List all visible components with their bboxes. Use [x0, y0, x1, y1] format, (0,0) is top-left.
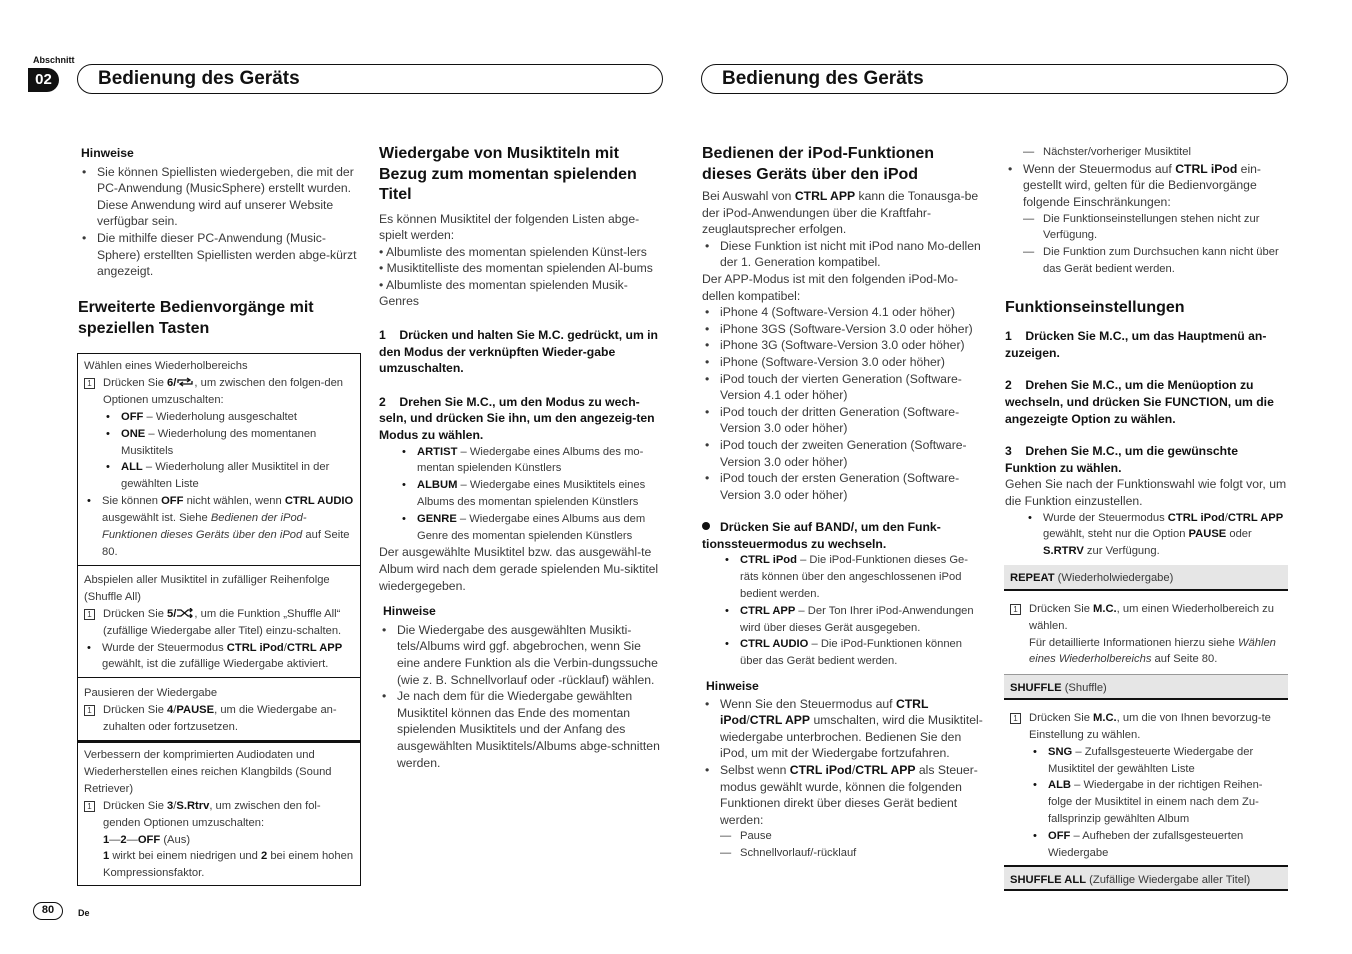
step-1: 1 Drücken Sie M.C., um das Hauptmenü an-zuzeigen. [1005, 329, 1267, 360]
section-heading-function-settings: Funktionseinstellungen [1005, 298, 1185, 316]
function-body-shuffle: 1 Drücken Sie M.C., um die von Ihnen bevorzug-te Einstellung zu wählen. • SNG – Zufallsgesteuerte Wiedergabe der Musiktitel der gewählten Liste • ALB – Wiedergabe in der richtigen Reihen-folge der Musiktitel in einem nach dem Zu-fallsprinzip gewählten Album • OFF – Aufheben der zufallsgesteuerten Wiedergabe [1004, 700, 1288, 865]
notes-heading: Hinweise [706, 679, 759, 694]
row-title: Verbessern der komprimierten Audiodaten und Wiederherstellen eines reichen Klangbilds (Sound Retriever) [84, 749, 332, 795]
note-item: • Selbst wenn CTRL iPod/CTRL APP als Steuer-modus gewählt wurde, können die folgenden Funktionen direkt über dieses Gerät bedient werden: — Pause — Schnellvorlauf/-rücklauf [702, 762, 986, 862]
dash-item: — Pause [720, 828, 986, 845]
list-line: • Musiktitelliste des momentan spielenden Al-bums [379, 261, 653, 276]
note-item: • Wurde der Steuermodus CTRL iPod/CTRL APP gewählt, ist die zufällige Wiedergabe aktiviert. [84, 640, 354, 674]
option-item: • ALB – Wiedergabe in der richtigen Reihen-folge der Musiktitel in einem nach dem Zu-fallsprinzip gewählten Album [1030, 777, 1282, 827]
note-item: • Diese Funktion ist nicht mit iPod nano Mo-dellen der 1. Generation kompatibel. [702, 238, 986, 271]
option-item: • SNG – Zufallsgesteuerte Wiedergabe der Musiktitel der gewählten Liste [1030, 744, 1282, 778]
paragraph: Der ausgewählte Musiktitel bzw. das ausgewähl-te Album wird nach dem gerade spielenden Mu-siktitel wiedergegeben. [379, 545, 659, 593]
table-row-repeat: Wählen eines Wiederholbereichs 1 Drücken Sie 6/ , um zwischen den folgen-den Optionen umzuschalten: • OFF – Wiederholung ausgeschaltet • ONE – Wiederholung des momentanen Musiktitels • ALL – Wiederholung aller Musiktitel in der gewählten Liste • Sie können OFF nicht wählen, wenn CTRL AUDIO ausgewählt ist. Siehe Bedienen der iPod-Funktionen dieses Geräts über den iPod auf Seite 80. [77, 353, 361, 566]
row-title: Pausieren der Wiedergabe [84, 687, 218, 700]
paragraph: Gehen Sie nach der Funktionswahl wie folgt vor, um die Funktion einzustellen. [1005, 477, 1287, 509]
model-item: • iPhone 4 (Software-Version 4.1 oder höher) [702, 304, 986, 321]
cross-reference-link[interactable]: Wählen eines Wiederholbereichs [1029, 636, 1276, 666]
step-number: 1 [84, 705, 95, 716]
dash-item: — Nächster/vorheriger Musiktitel [1023, 144, 1289, 161]
mode-item: • ARTIST – Wiedergabe eines Albums des mo-mentan spielenden Künstlers [399, 444, 664, 478]
step-number: 1 [84, 801, 95, 812]
column-2 [379, 144, 664, 771]
model-item: • iPod touch der vierten Generation (Software-Version 4.1 oder höher) [702, 371, 986, 404]
dash-item: — Die Funktionseinstellungen stehen nicht zur Verfügung. [1023, 211, 1289, 245]
section-heading-related-playback: Wiedergabe von Musiktiteln mit Bezug zum momentan spielenden Titel [379, 145, 637, 203]
column-1 [79, 145, 359, 280]
function-table [77, 353, 361, 886]
section-label: Abschnitt [33, 55, 75, 65]
option-item: • ALL – Wiederholung aller Musiktitel in der gewählten Liste [103, 459, 354, 493]
model-item: • iPod touch der zweiten Generation (Software-Version 3.0 oder höher) [702, 437, 986, 470]
paragraph: Der APP-Modus ist mit den folgenden iPod-Mo-dellen kompatibel: [702, 271, 959, 303]
function-body-repeat: 1 Drücken Sie M.C., um einen Wiederholbereich zu wählen. Für detaillierte Informationen hierzu siehe Wählen eines Wiederholbereichs auf Seite 80. [1004, 591, 1288, 674]
mode-item: • CTRL AUDIO – Die iPod-Funktionen können über das Gerät bedient werden. [722, 636, 986, 670]
model-item: • iPhone (Software-Version 3.0 oder höher) [702, 354, 986, 371]
option-item: • OFF – Wiederholung ausgeschaltet [103, 409, 354, 426]
note-item: • Wenn Sie den Steuermodus auf CTRL iPod/CTRL APP umschalten, wird die Musiktitel-wiedergabe unterbrochen. Bedienen Sie den iPod, um mit der Wiedergabe fortzufahren. [702, 696, 986, 762]
note-item: • Die Wiedergabe des ausgewählten Musikti-tels/Albums wird ggf. abgebrochen, wenn Sie eine andere Funktion als die Verbin-dungssuche (wie z. B. Schnellvorlauf oder -rücklauf) wählen. [379, 622, 664, 688]
function-settings-table [1004, 565, 1288, 891]
column-3 [702, 144, 986, 862]
section-heading-special-keys: Erweiterte Bedienvorgänge mit speziellen Tasten [78, 299, 314, 337]
table-row-sound-retriever: Verbessern der komprimierten Audiodaten und Wiederherstellen eines reichen Klangbilds (Sound Retriever) 1 Drücken Sie 3/S.Rtrv, um zwischen den fol-genden Optionen umzuschalten: 1—2—OFF (Aus) 1 wirkt bei einem niedrigen und 2 bei einem hohen Kompressionsfaktor. [77, 741, 361, 886]
step-band: Drücken Sie auf BAND/, um den Funk-tionssteuermodus zu wechseln. [702, 520, 941, 551]
row-title: Wählen eines Wiederholbereichs [84, 360, 248, 372]
section-number: 02 [28, 68, 59, 92]
note-item: • Sie können OFF nicht wählen, wenn CTRL AUDIO ausgewählt ist. Siehe Bedienen der iPod-Funktionen dieses Geräts über den iPod auf Seite 80. [84, 493, 354, 561]
repeat-icon [176, 377, 194, 387]
list-line: • Albumliste des momentan spielenden Künst-lers [379, 244, 647, 259]
column-4 [1005, 144, 1289, 560]
notes-heading: Hinweise [383, 604, 436, 619]
notes-list [79, 164, 359, 280]
mode-item: • GENRE – Wiedergabe eines Albums aus dem Genre des momentan spielenden Künstlers [399, 511, 664, 545]
note-item: • Die mithilfe dieser PC-Anwendung (Music-Sphere) erstellten Spiellisten werden abge-kürzt angezeigt. [79, 230, 359, 280]
shuffle-icon [176, 608, 194, 618]
option-item: • OFF – Aufheben der zufallsgesteuerten Wiedergabe [1030, 828, 1282, 862]
step-number: 1 [1010, 713, 1021, 724]
page-number: 80 [33, 902, 63, 920]
option-item: • ONE – Wiederholung des momentanen Musiktitels [103, 426, 354, 460]
note-item: • Sie können Spiellisten wiedergeben, die mit der PC-Anwendung (MusicSphere) erstellt wurden. Diese Anwendung wird auf unserer Website verfügbar sein. [79, 164, 359, 230]
step-1: 1 Drücken und halten Sie M.C. gedrückt, um in den Modus der verknüpften Wieder-gabe umzuschalten. [379, 328, 662, 376]
mode-item: • CTRL APP – Der Ton Ihrer iPod-Anwendungen wird über dieses Gerät ausgegeben. [722, 603, 986, 637]
paragraph: Es können Musiktitel der folgenden Listen abge-spielt werden: [379, 211, 640, 243]
bullet-icon [702, 522, 710, 530]
note-item: • Wurde der Steuermodus CTRL iPod/CTRL APP gewählt, steht nur die Option PAUSE oder S.RTRV zur Verfügung. [1025, 510, 1289, 560]
table-row-pause: Pausieren der Wiedergabe 1 Drücken Sie 4/PAUSE, um die Wiedergabe an-zuhalten oder fortzusetzen. [77, 678, 361, 741]
note-item: • Wenn der Steuermodus auf CTRL iPod ein-gestellt wird, gelten für die Bedienvorgänge folgende Einschränkungen: — Die Funktionseinstellungen stehen nicht zur Verfügung. — Die Funktion zum Durchsuchen kann nicht über das Gerät bedient werden. [1005, 161, 1289, 278]
model-item: • iPod touch der dritten Generation (Software-Version 3.0 oder höher) [702, 404, 986, 437]
dash-item: — Die Funktion zum Durchsuchen kann nicht über das Gerät bedient werden. [1023, 244, 1289, 278]
language-label: De [78, 908, 90, 918]
table-row-shuffle-all: Abspielen aller Musiktitel in zufälliger Reihenfolge (Shuffle All) 1 Drücken Sie 5/ , um die Funktion „Shuffle All“ (zufällige Wiedergabe aller Titel) einzu-schalten. • Wurde der Steuermodus CTRL iPod/CTRL APP gewählt, ist die zufällige Wiedergabe aktiviert. [77, 566, 361, 678]
cross-reference-link[interactable]: Bedienen der iPod-Funktionen dieses Geräts über den iPod [102, 512, 307, 542]
step-number: 1 [84, 609, 95, 620]
mode-item: • CTRL iPod – Die iPod-Funktionen dieses Ge-räts können über den angeschlossenen iPod bedient werden. [722, 552, 986, 602]
row-title: Abspielen aller Musiktitel in zufälliger Reihenfolge (Shuffle All) [84, 573, 330, 603]
model-item: • iPod touch der ersten Generation (Software-Version 3.0 oder höher) [702, 470, 986, 503]
model-item: • iPhone 3GS (Software-Version 3.0 oder höher) [702, 321, 986, 338]
page-title-right: Bedienung des Geräts [701, 64, 1288, 94]
note-item: • Je nach dem für die Wiedergabe gewählten Musiktitel können das Ende des momentan spielenden Musiktitels und der Anfang des ausgewählten Musiktitels/Albums abge-schnitten werden. [379, 688, 664, 771]
list-line: • Albumliste des momentan spielenden Musik-Genres [379, 277, 628, 309]
model-item: • iPhone 3G (Software-Version 3.0 oder höher) [702, 337, 986, 354]
function-row-repeat: REPEAT (Wiederholwiedergabe) [1004, 565, 1288, 591]
dash-item: — Schnellvorlauf/-rücklauf [720, 845, 986, 862]
section-heading-ipod-functions: Bedienen der iPod-Funktionen dieses Geräts über den iPod [702, 145, 935, 183]
paragraph: Bei Auswahl von CTRL APP kann die Tonausga-be der iPod-Anwendungen über die Kraftfahr-zeuglautsprecher erfolgen. [702, 189, 979, 237]
notes-heading: Hinweise [81, 146, 134, 160]
function-row-shuffle-all: SHUFFLE ALL (Zufällige Wiedergabe aller Titel) [1004, 865, 1288, 891]
step-2: 2 Drehen Sie M.C., um den Modus zu wech-seln, und drücken Sie ihn, um den angezeig-ten Modus zu wählen. [379, 394, 659, 443]
step-number: 1 [1010, 604, 1021, 615]
step-3: 3 Drehen Sie M.C., um die gewünschte Funktion zu wählen. [1005, 444, 1242, 475]
function-row-shuffle: SHUFFLE (Shuffle) [1004, 674, 1288, 700]
step-2: 2 Drehen Sie M.C., um die Menüoption zu wechseln, und drücken Sie FUNCTION, um die angezeigte Option zu wählen. [1005, 378, 1278, 426]
page-title-left: Bedienung des Geräts [77, 64, 663, 94]
mode-item: • ALBUM – Wiedergabe eines Musiktitels eines Albums des momentan spielenden Künstlers [399, 477, 664, 511]
step-number: 1 [84, 378, 95, 389]
